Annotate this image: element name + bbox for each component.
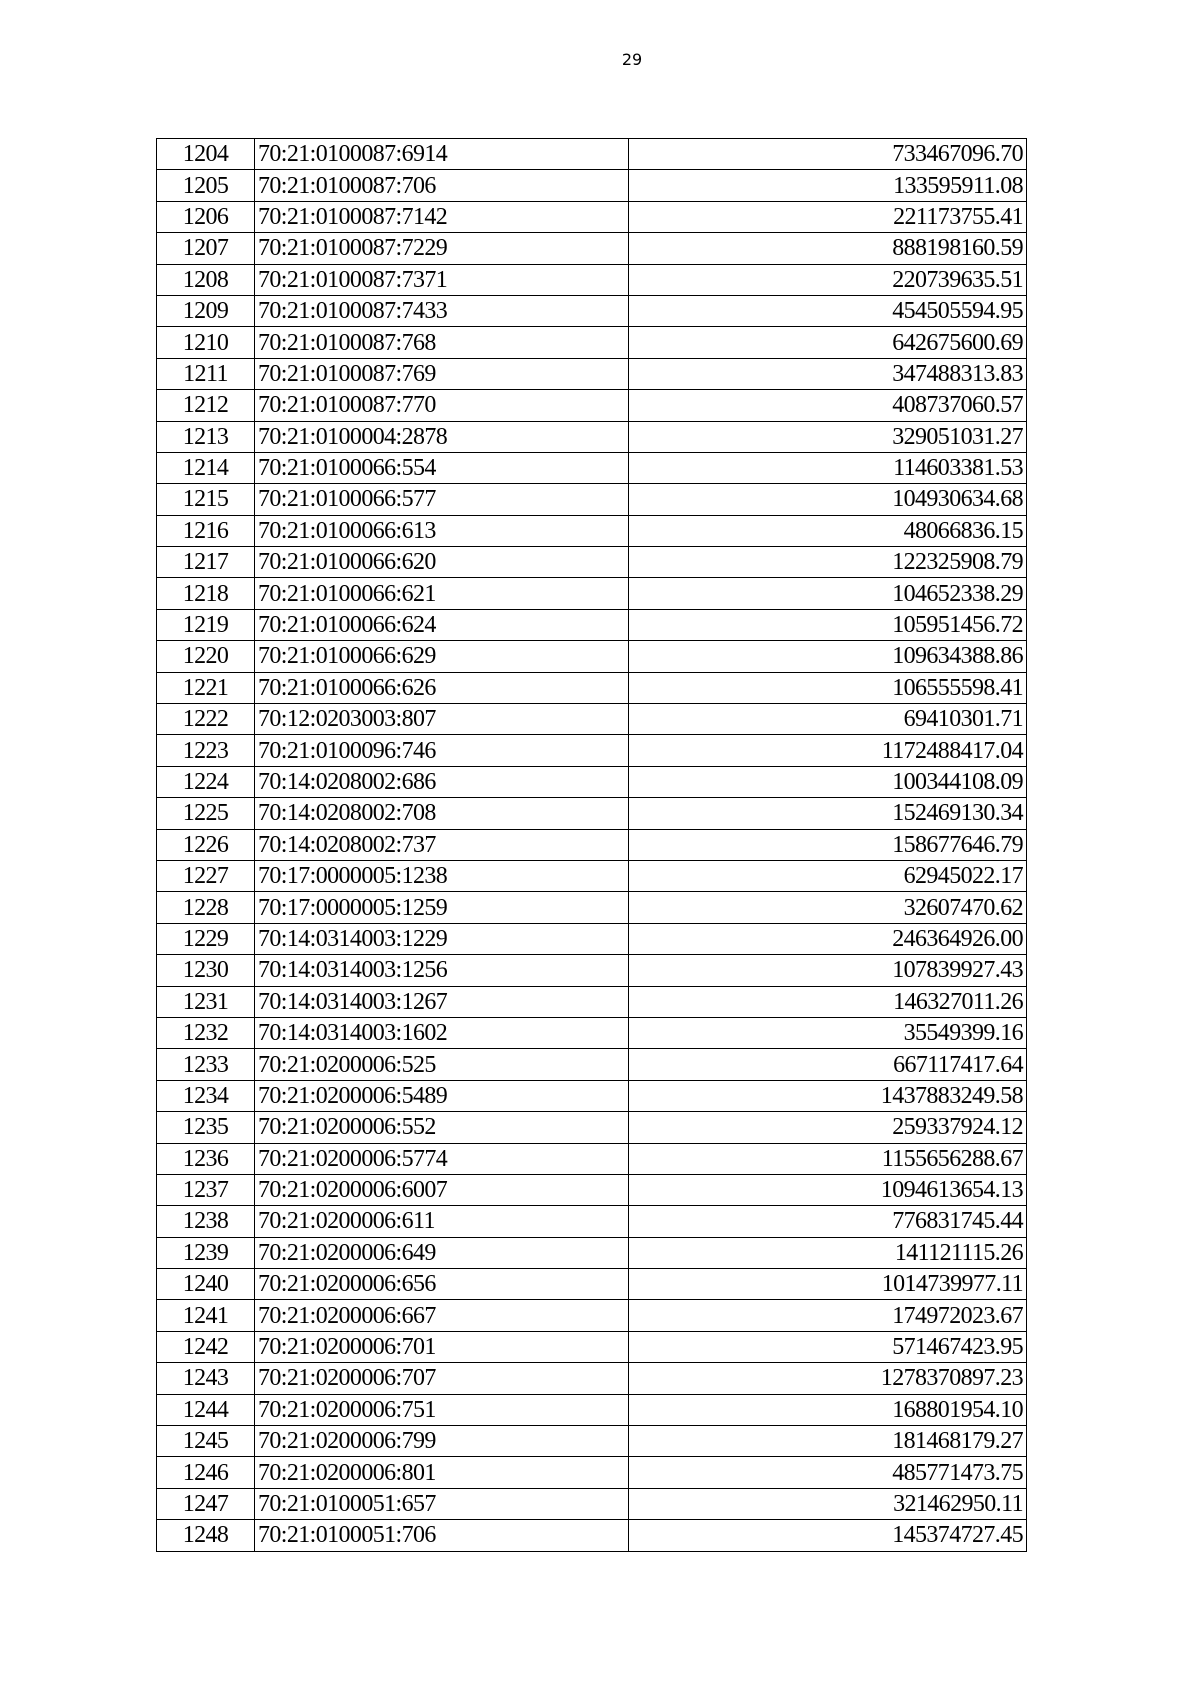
row-number-cell: 1239: [157, 1237, 255, 1268]
table-row: [157, 1206, 1027, 1237]
cadastral-value-cell: 122325908.79: [629, 547, 1027, 578]
table-row: [157, 201, 1027, 232]
row-number-cell: 1206: [157, 201, 255, 232]
cadastral-value-cell: 485771473.75: [629, 1457, 1027, 1488]
cadastral-value-cell: 888198160.59: [629, 233, 1027, 264]
cadastral-number-cell: 70:21:0100087:7229: [255, 233, 629, 264]
row-number-cell: 1207: [157, 233, 255, 264]
cadastral-value-cell: 133595911.08: [629, 170, 1027, 201]
cadastral-value-cell: 174972023.67: [629, 1300, 1027, 1331]
table-row: [157, 1049, 1027, 1080]
cadastral-value-cell: 48066836.15: [629, 515, 1027, 546]
row-number-cell: 1247: [157, 1488, 255, 1519]
table-row: [157, 829, 1027, 860]
cadastral-number-cell: 70:21:0200006:801: [255, 1457, 629, 1488]
cadastral-number-cell: 70:14:0208002:686: [255, 766, 629, 797]
cadastral-value-cell: 152469130.34: [629, 798, 1027, 829]
cadastral-value-cell: 733467096.70: [629, 139, 1027, 170]
row-number-cell: 1231: [157, 986, 255, 1017]
cadastral-number-cell: 70:21:0100066:626: [255, 672, 629, 703]
cadastral-number-cell: 70:14:0314003:1602: [255, 1017, 629, 1048]
cadastral-number-cell: 70:14:0208002:708: [255, 798, 629, 829]
cadastral-number-cell: 70:17:0000005:1259: [255, 892, 629, 923]
cadastral-number-cell: 70:21:0100004:2878: [255, 421, 629, 452]
cadastral-value-cell: 642675600.69: [629, 327, 1027, 358]
cadastral-number-cell: 70:21:0100087:7371: [255, 264, 629, 295]
row-number-cell: 1242: [157, 1331, 255, 1362]
cadastral-number-cell: 70:21:0200006:751: [255, 1394, 629, 1425]
cadastral-value-cell: 454505594.95: [629, 295, 1027, 326]
table-row: [157, 1426, 1027, 1457]
cadastral-number-cell: 70:21:0100087:7142: [255, 201, 629, 232]
cadastral-number-cell: 70:14:0208002:737: [255, 829, 629, 860]
cadastral-value-cell: 114603381.53: [629, 452, 1027, 483]
cadastral-value-cell: 69410301.71: [629, 704, 1027, 735]
row-number-cell: 1224: [157, 766, 255, 797]
cadastral-value-cell: 1155656288.67: [629, 1143, 1027, 1174]
cadastral-number-cell: 70:21:0100066:621: [255, 578, 629, 609]
table-row: [157, 1331, 1027, 1362]
cadastral-value-cell: 104652338.29: [629, 578, 1027, 609]
cadastral-value-cell: 32607470.62: [629, 892, 1027, 923]
row-number-cell: 1234: [157, 1080, 255, 1111]
row-number-cell: 1241: [157, 1300, 255, 1331]
table-row: [157, 1300, 1027, 1331]
cadastral-number-cell: 70:21:0100096:746: [255, 735, 629, 766]
table-row: [157, 484, 1027, 515]
cadastral-number-cell: 70:12:0203003:807: [255, 704, 629, 735]
row-number-cell: 1212: [157, 390, 255, 421]
row-number-cell: 1237: [157, 1174, 255, 1205]
table-row: [157, 233, 1027, 264]
table-row: [157, 421, 1027, 452]
cadastral-value-cell: 221173755.41: [629, 201, 1027, 232]
table-row: [157, 1174, 1027, 1205]
cadastral-number-cell: 70:21:0100066:624: [255, 609, 629, 640]
row-number-cell: 1238: [157, 1206, 255, 1237]
row-number-cell: 1248: [157, 1520, 255, 1551]
cadastral-value-cell: 1094613654.13: [629, 1174, 1027, 1205]
table-row: [157, 735, 1027, 766]
cadastral-value-cell: 571467423.95: [629, 1331, 1027, 1362]
cadastral-value-cell: 220739635.51: [629, 264, 1027, 295]
table-row: [157, 892, 1027, 923]
cadastral-number-cell: 70:21:0100066:613: [255, 515, 629, 546]
table-row: [157, 704, 1027, 735]
table-row: [157, 390, 1027, 421]
row-number-cell: 1208: [157, 264, 255, 295]
cadastral-number-cell: 70:21:0200006:799: [255, 1426, 629, 1457]
table-row: [157, 170, 1027, 201]
table-row: [157, 515, 1027, 546]
row-number-cell: 1232: [157, 1017, 255, 1048]
cadastral-number-cell: 70:21:0100066:577: [255, 484, 629, 515]
cadastral-number-cell: 70:21:0100087:7433: [255, 295, 629, 326]
table-row: [157, 641, 1027, 672]
cadastral-value-cell: 104930634.68: [629, 484, 1027, 515]
row-number-cell: 1218: [157, 578, 255, 609]
cadastral-value-cell: 141121115.26: [629, 1237, 1027, 1268]
row-number-cell: 1230: [157, 955, 255, 986]
cadastral-value-cell: 146327011.26: [629, 986, 1027, 1017]
table-row: [157, 798, 1027, 829]
table-body: [157, 139, 1027, 1552]
cadastral-value-cell: 107839927.43: [629, 955, 1027, 986]
cadastral-number-cell: 70:21:0200006:656: [255, 1269, 629, 1300]
table-row: [157, 1457, 1027, 1488]
row-number-cell: 1209: [157, 295, 255, 326]
table-row: [157, 1017, 1027, 1048]
table-row: [157, 955, 1027, 986]
table-row: [157, 1269, 1027, 1300]
cadastral-number-cell: 70:14:0314003:1229: [255, 923, 629, 954]
row-number-cell: 1229: [157, 923, 255, 954]
cadastral-value-cell: 1014739977.11: [629, 1269, 1027, 1300]
row-number-cell: 1246: [157, 1457, 255, 1488]
cadastral-number-cell: 70:21:0100066:620: [255, 547, 629, 578]
row-number-cell: 1220: [157, 641, 255, 672]
cadastral-value-cell: 158677646.79: [629, 829, 1027, 860]
cadastral-value-cell: 1278370897.23: [629, 1363, 1027, 1394]
table-row: [157, 264, 1027, 295]
row-number-cell: 1244: [157, 1394, 255, 1425]
cadastral-number-cell: 70:21:0200006:701: [255, 1331, 629, 1362]
row-number-cell: 1210: [157, 327, 255, 358]
cadastral-number-cell: 70:21:0100087:706: [255, 170, 629, 201]
cadastral-number-cell: 70:21:0200006:6007: [255, 1174, 629, 1205]
cadastral-value-cell: 329051031.27: [629, 421, 1027, 452]
cadastral-number-cell: 70:21:0200006:667: [255, 1300, 629, 1331]
table-row: [157, 1394, 1027, 1425]
row-number-cell: 1235: [157, 1112, 255, 1143]
row-number-cell: 1228: [157, 892, 255, 923]
table-row: [157, 860, 1027, 891]
table-row: [157, 1112, 1027, 1143]
cadastral-number-cell: 70:21:0200006:611: [255, 1206, 629, 1237]
table-row: [157, 547, 1027, 578]
cadastral-value-cell: 100344108.09: [629, 766, 1027, 797]
row-number-cell: 1240: [157, 1269, 255, 1300]
row-number-cell: 1215: [157, 484, 255, 515]
cadastral-number-cell: 70:14:0314003:1256: [255, 955, 629, 986]
table-row: [157, 295, 1027, 326]
cadastral-value-cell: 105951456.72: [629, 609, 1027, 640]
cadastral-number-cell: 70:21:0200006:5774: [255, 1143, 629, 1174]
table-row: [157, 358, 1027, 389]
cadastral-value-cell: 168801954.10: [629, 1394, 1027, 1425]
row-number-cell: 1233: [157, 1049, 255, 1080]
cadastral-value-cell: 259337924.12: [629, 1112, 1027, 1143]
cadastral-number-cell: 70:21:0100051:657: [255, 1488, 629, 1519]
cadastral-number-cell: 70:21:0200006:5489: [255, 1080, 629, 1111]
table-row: [157, 672, 1027, 703]
row-number-cell: 1221: [157, 672, 255, 703]
cadastral-value-cell: 181468179.27: [629, 1426, 1027, 1457]
cadastral-number-cell: 70:21:0100087:769: [255, 358, 629, 389]
row-number-cell: 1213: [157, 421, 255, 452]
table-row: [157, 327, 1027, 358]
row-number-cell: 1226: [157, 829, 255, 860]
row-number-cell: 1243: [157, 1363, 255, 1394]
table-row: [157, 1080, 1027, 1111]
table-row: [157, 766, 1027, 797]
table-row: [157, 1363, 1027, 1394]
table-row: [157, 1143, 1027, 1174]
cadastral-number-cell: 70:21:0200006:552: [255, 1112, 629, 1143]
table-row: [157, 578, 1027, 609]
cadastral-value-cell: 1437883249.58: [629, 1080, 1027, 1111]
cadastral-value-cell: 109634388.86: [629, 641, 1027, 672]
cadastral-number-cell: 70:21:0100051:706: [255, 1520, 629, 1551]
cadastral-number-cell: 70:21:0200006:649: [255, 1237, 629, 1268]
row-number-cell: 1217: [157, 547, 255, 578]
row-number-cell: 1223: [157, 735, 255, 766]
cadastral-number-cell: 70:21:0100087:6914: [255, 139, 629, 170]
cadastral-value-cell: 246364926.00: [629, 923, 1027, 954]
row-number-cell: 1219: [157, 609, 255, 640]
row-number-cell: 1211: [157, 358, 255, 389]
cadastral-value-cell: 62945022.17: [629, 860, 1027, 891]
cadastral-number-cell: 70:21:0100066:629: [255, 641, 629, 672]
row-number-cell: 1236: [157, 1143, 255, 1174]
table-row: [157, 1488, 1027, 1519]
cadastral-value-cell: 347488313.83: [629, 358, 1027, 389]
cadastral-number-cell: 70:21:0200006:707: [255, 1363, 629, 1394]
cadastral-value-cell: 1172488417.04: [629, 735, 1027, 766]
cadastral-number-cell: 70:14:0314003:1267: [255, 986, 629, 1017]
table-row: [157, 1237, 1027, 1268]
cadastral-number-cell: 70:21:0200006:525: [255, 1049, 629, 1080]
table-row: [157, 452, 1027, 483]
row-number-cell: 1204: [157, 139, 255, 170]
cadastral-number-cell: 70:21:0100087:770: [255, 390, 629, 421]
table-row: [157, 1520, 1027, 1551]
cadastral-number-cell: 70:21:0100066:554: [255, 452, 629, 483]
table-row: [157, 609, 1027, 640]
row-number-cell: 1245: [157, 1426, 255, 1457]
row-number-cell: 1214: [157, 452, 255, 483]
row-number-cell: 1225: [157, 798, 255, 829]
cadastral-value-cell: 106555598.41: [629, 672, 1027, 703]
table-row: [157, 986, 1027, 1017]
page-number: 29: [621, 50, 643, 69]
cadastral-number-cell: 70:17:0000005:1238: [255, 860, 629, 891]
cadastral-value-cell: 776831745.44: [629, 1206, 1027, 1237]
cadastral-value-table: [156, 138, 1027, 1552]
row-number-cell: 1222: [157, 704, 255, 735]
cadastral-number-cell: 70:21:0100087:768: [255, 327, 629, 358]
cadastral-value-cell: 145374727.45: [629, 1520, 1027, 1551]
cadastral-value-cell: 408737060.57: [629, 390, 1027, 421]
table-row: [157, 923, 1027, 954]
cadastral-value-cell: 667117417.64: [629, 1049, 1027, 1080]
cadastral-value-cell: 321462950.11: [629, 1488, 1027, 1519]
cadastral-value-cell: 35549399.16: [629, 1017, 1027, 1048]
row-number-cell: 1216: [157, 515, 255, 546]
row-number-cell: 1227: [157, 860, 255, 891]
row-number-cell: 1205: [157, 170, 255, 201]
table-row: [157, 139, 1027, 170]
